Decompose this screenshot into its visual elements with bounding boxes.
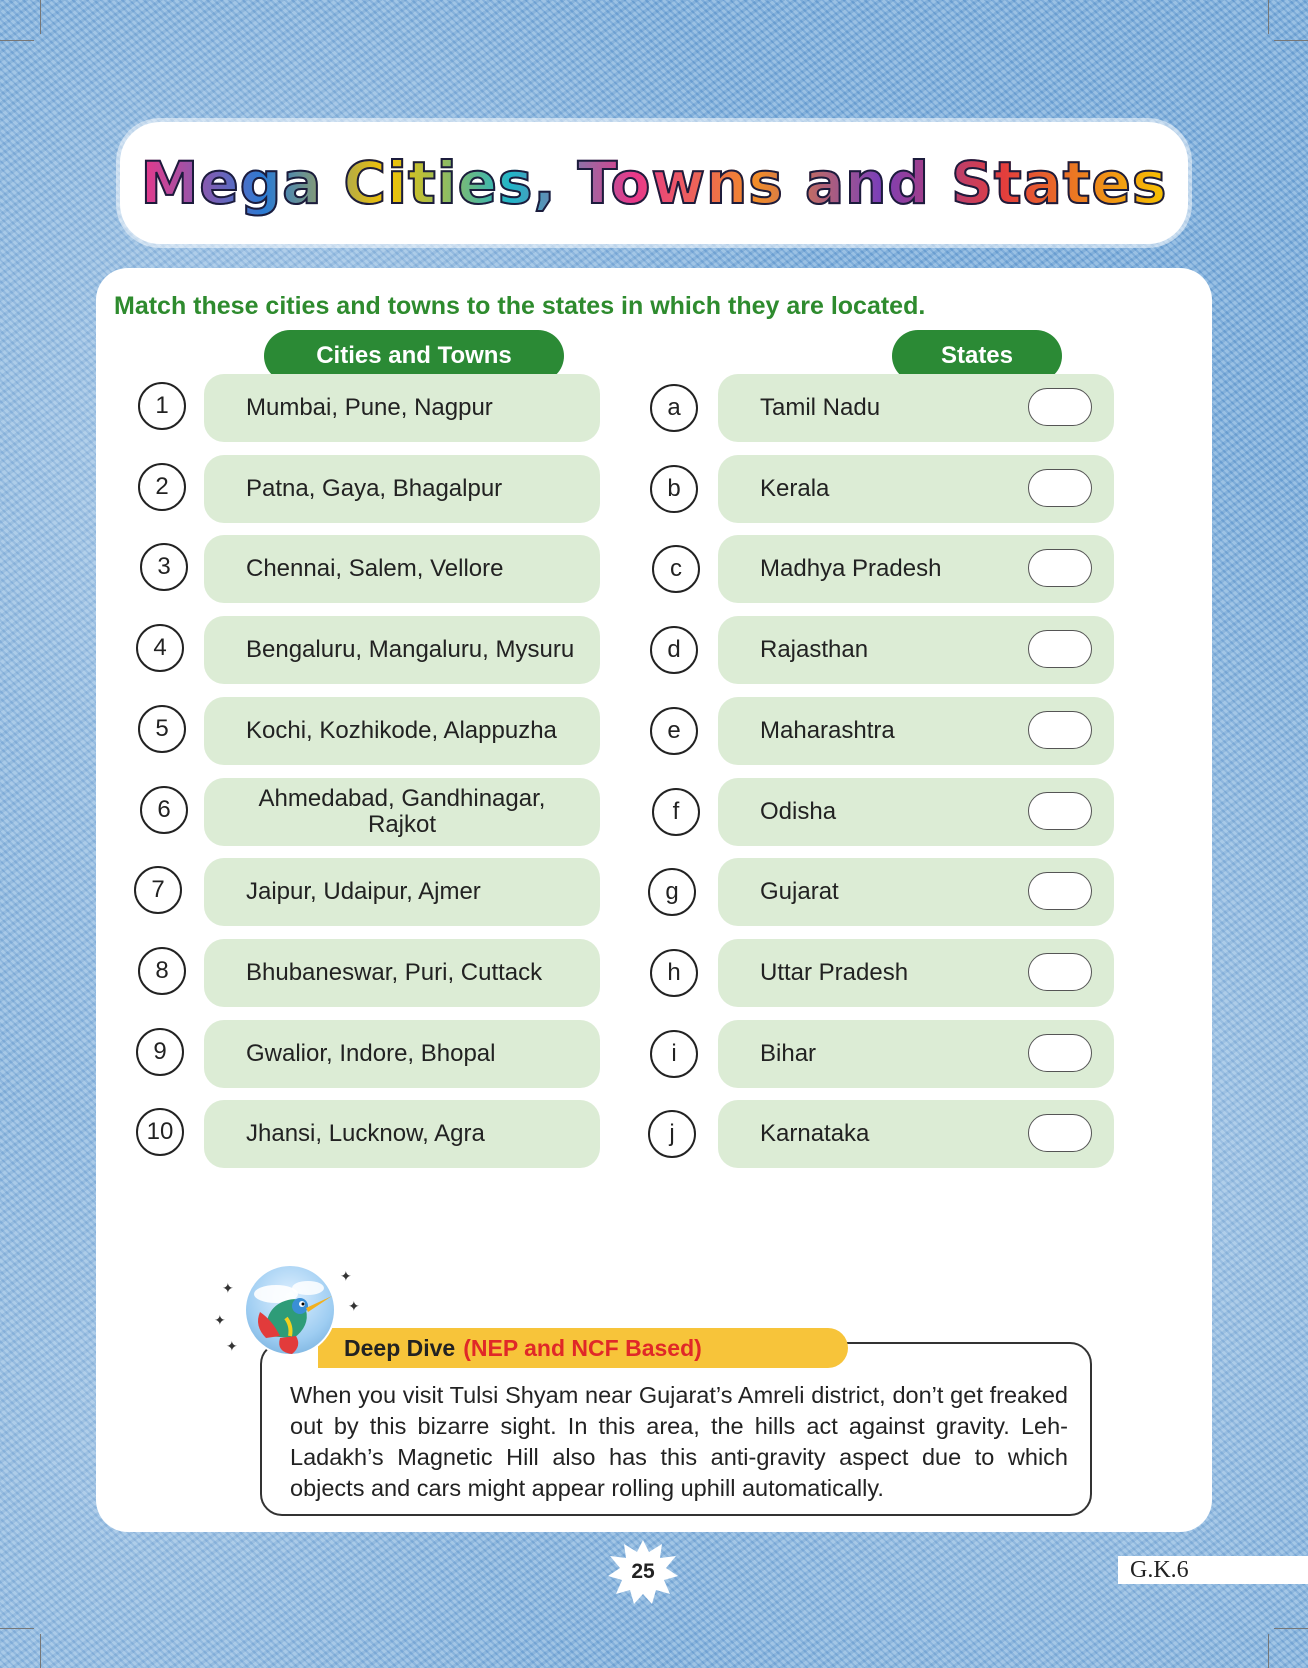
- crop-mark: [0, 1628, 34, 1629]
- instruction-text: Match these cities and towns to the states in which they are located.: [114, 292, 926, 320]
- city-label: Ahmedabad, Gandhinagar, Rajkot: [258, 784, 546, 838]
- city-pill: [204, 455, 600, 523]
- city-row: [96, 455, 1212, 523]
- sparkle-icon: ✦: [214, 1312, 226, 1328]
- state-letter: i: [650, 1030, 698, 1078]
- state-label: Kerala: [760, 475, 830, 502]
- city-number: 5: [138, 705, 186, 753]
- city-row: [96, 778, 1212, 846]
- answer-input[interactable]: [1028, 792, 1092, 830]
- city-label: Bengaluru, Mangaluru, Mysuru: [246, 636, 575, 663]
- answer-input[interactable]: [1028, 953, 1092, 991]
- city-pill: [204, 778, 600, 846]
- city-row: [96, 616, 1212, 684]
- crop-mark: [40, 1634, 41, 1668]
- book-label: G.K.6: [1118, 1556, 1308, 1584]
- city-label: Jaipur, Udaipur, Ajmer: [246, 878, 481, 905]
- state-pill: [718, 778, 1114, 846]
- city-number: 10: [136, 1108, 184, 1156]
- state-letter: j: [648, 1110, 696, 1158]
- title-banner: [120, 122, 1188, 244]
- state-pill: [718, 1100, 1114, 1168]
- worksheet-panel: [96, 268, 1212, 1532]
- state-letter: d: [650, 626, 698, 674]
- city-row: [96, 1020, 1212, 1088]
- state-pill: [718, 939, 1114, 1007]
- deep-dive-tag: [318, 1328, 848, 1368]
- state-label: Karnataka: [760, 1120, 870, 1147]
- city-row: [96, 697, 1212, 765]
- state-pill: [718, 697, 1114, 765]
- header-cities: Cities and Towns: [264, 330, 564, 382]
- city-number: 9: [136, 1028, 184, 1076]
- city-row: [96, 1100, 1212, 1168]
- crop-mark: [0, 40, 34, 41]
- answer-input[interactable]: [1028, 469, 1092, 507]
- city-number: 3: [140, 543, 188, 591]
- deep-dive-text: When you visit Tulsi Shyam near Gujarat’s Amreli district, don’t get freaked out by this bizarre sight. In this area, the hills act against gravity. Leh-Ladakh’s Magnetic Hill also has this anti-gravity aspect due to which objects and cars might appear rolling uphill automatically.: [290, 1382, 1068, 1502]
- city-row: [96, 939, 1212, 1007]
- city-label: Kochi, Kozhikode, Alappuzha: [246, 717, 557, 744]
- state-letter: e: [650, 707, 698, 755]
- crop-mark: [1268, 0, 1269, 34]
- city-number: 2: [138, 463, 186, 511]
- sparkle-icon: ✦: [222, 1280, 234, 1296]
- city-number: 4: [136, 624, 184, 672]
- crop-mark: [1274, 40, 1308, 41]
- city-label: Patna, Gaya, Bhagalpur: [246, 475, 503, 502]
- state-label: Odisha: [760, 798, 837, 825]
- deep-dive-box: [260, 1342, 1092, 1516]
- city-label: Jhansi, Lucknow, Agra: [246, 1120, 485, 1147]
- state-letter: c: [652, 545, 700, 593]
- crop-mark: [40, 0, 41, 34]
- city-row: [96, 374, 1212, 442]
- city-number: 6: [140, 786, 188, 834]
- state-letter: h: [650, 949, 698, 997]
- city-label: Bhubaneswar, Puri, Cuttack: [246, 959, 543, 986]
- page-title: Mega Cities, Towns and States: [140, 149, 1168, 217]
- city-pill: [204, 374, 600, 442]
- state-label: Tamil Nadu: [760, 394, 881, 421]
- state-label: Maharashtra: [760, 717, 895, 744]
- deep-dive-tag-sub: (NEP and NCF Based): [463, 1334, 702, 1361]
- city-pill: [204, 535, 600, 603]
- city-number: 7: [134, 866, 182, 914]
- answer-input[interactable]: [1028, 1034, 1092, 1072]
- city-pill: [204, 697, 600, 765]
- sparkle-icon: ✦: [226, 1338, 238, 1354]
- state-pill: [718, 455, 1114, 523]
- state-letter: g: [648, 868, 696, 916]
- header-states: States: [892, 330, 1062, 382]
- state-label: Bihar: [760, 1040, 817, 1067]
- crop-mark: [1274, 1628, 1308, 1629]
- city-pill: [204, 1020, 600, 1088]
- answer-input[interactable]: [1028, 711, 1092, 749]
- answer-input[interactable]: [1028, 630, 1092, 668]
- state-label: Rajasthan: [760, 636, 869, 663]
- city-label: Mumbai, Pune, Nagpur: [246, 394, 493, 421]
- state-label: Uttar Pradesh: [760, 959, 909, 986]
- state-pill: [718, 858, 1114, 926]
- crop-mark: [1268, 1634, 1269, 1668]
- sparkle-icon: ✦: [348, 1298, 360, 1314]
- city-pill: [204, 858, 600, 926]
- answer-input[interactable]: [1028, 549, 1092, 587]
- bird-mascot-icon: [244, 1264, 336, 1356]
- city-number: 8: [138, 947, 186, 995]
- state-label: Gujarat: [760, 878, 839, 905]
- state-letter: a: [650, 384, 698, 432]
- city-label: Chennai, Salem, Vellore: [246, 555, 504, 582]
- state-letter: b: [650, 465, 698, 513]
- answer-input[interactable]: [1028, 872, 1092, 910]
- answer-input[interactable]: [1028, 1114, 1092, 1152]
- city-number: 1: [138, 382, 186, 430]
- city-row: [96, 858, 1212, 926]
- city-label: Gwalior, Indore, Bhopal: [246, 1040, 496, 1067]
- answer-input[interactable]: [1028, 388, 1092, 426]
- city-pill: [204, 616, 600, 684]
- state-letter: f: [652, 788, 700, 836]
- state-pill: [718, 616, 1114, 684]
- state-pill: [718, 535, 1114, 603]
- sparkle-icon: ✦: [340, 1268, 352, 1284]
- state-pill: [718, 374, 1114, 442]
- city-pill: [204, 1100, 600, 1168]
- state-pill: [718, 1020, 1114, 1088]
- deep-dive-tag-label: Deep Dive: [344, 1334, 456, 1361]
- city-row: [96, 535, 1212, 603]
- city-pill: [204, 939, 600, 1007]
- state-label: Madhya Pradesh: [760, 555, 942, 582]
- page-number: 25: [631, 1560, 655, 1583]
